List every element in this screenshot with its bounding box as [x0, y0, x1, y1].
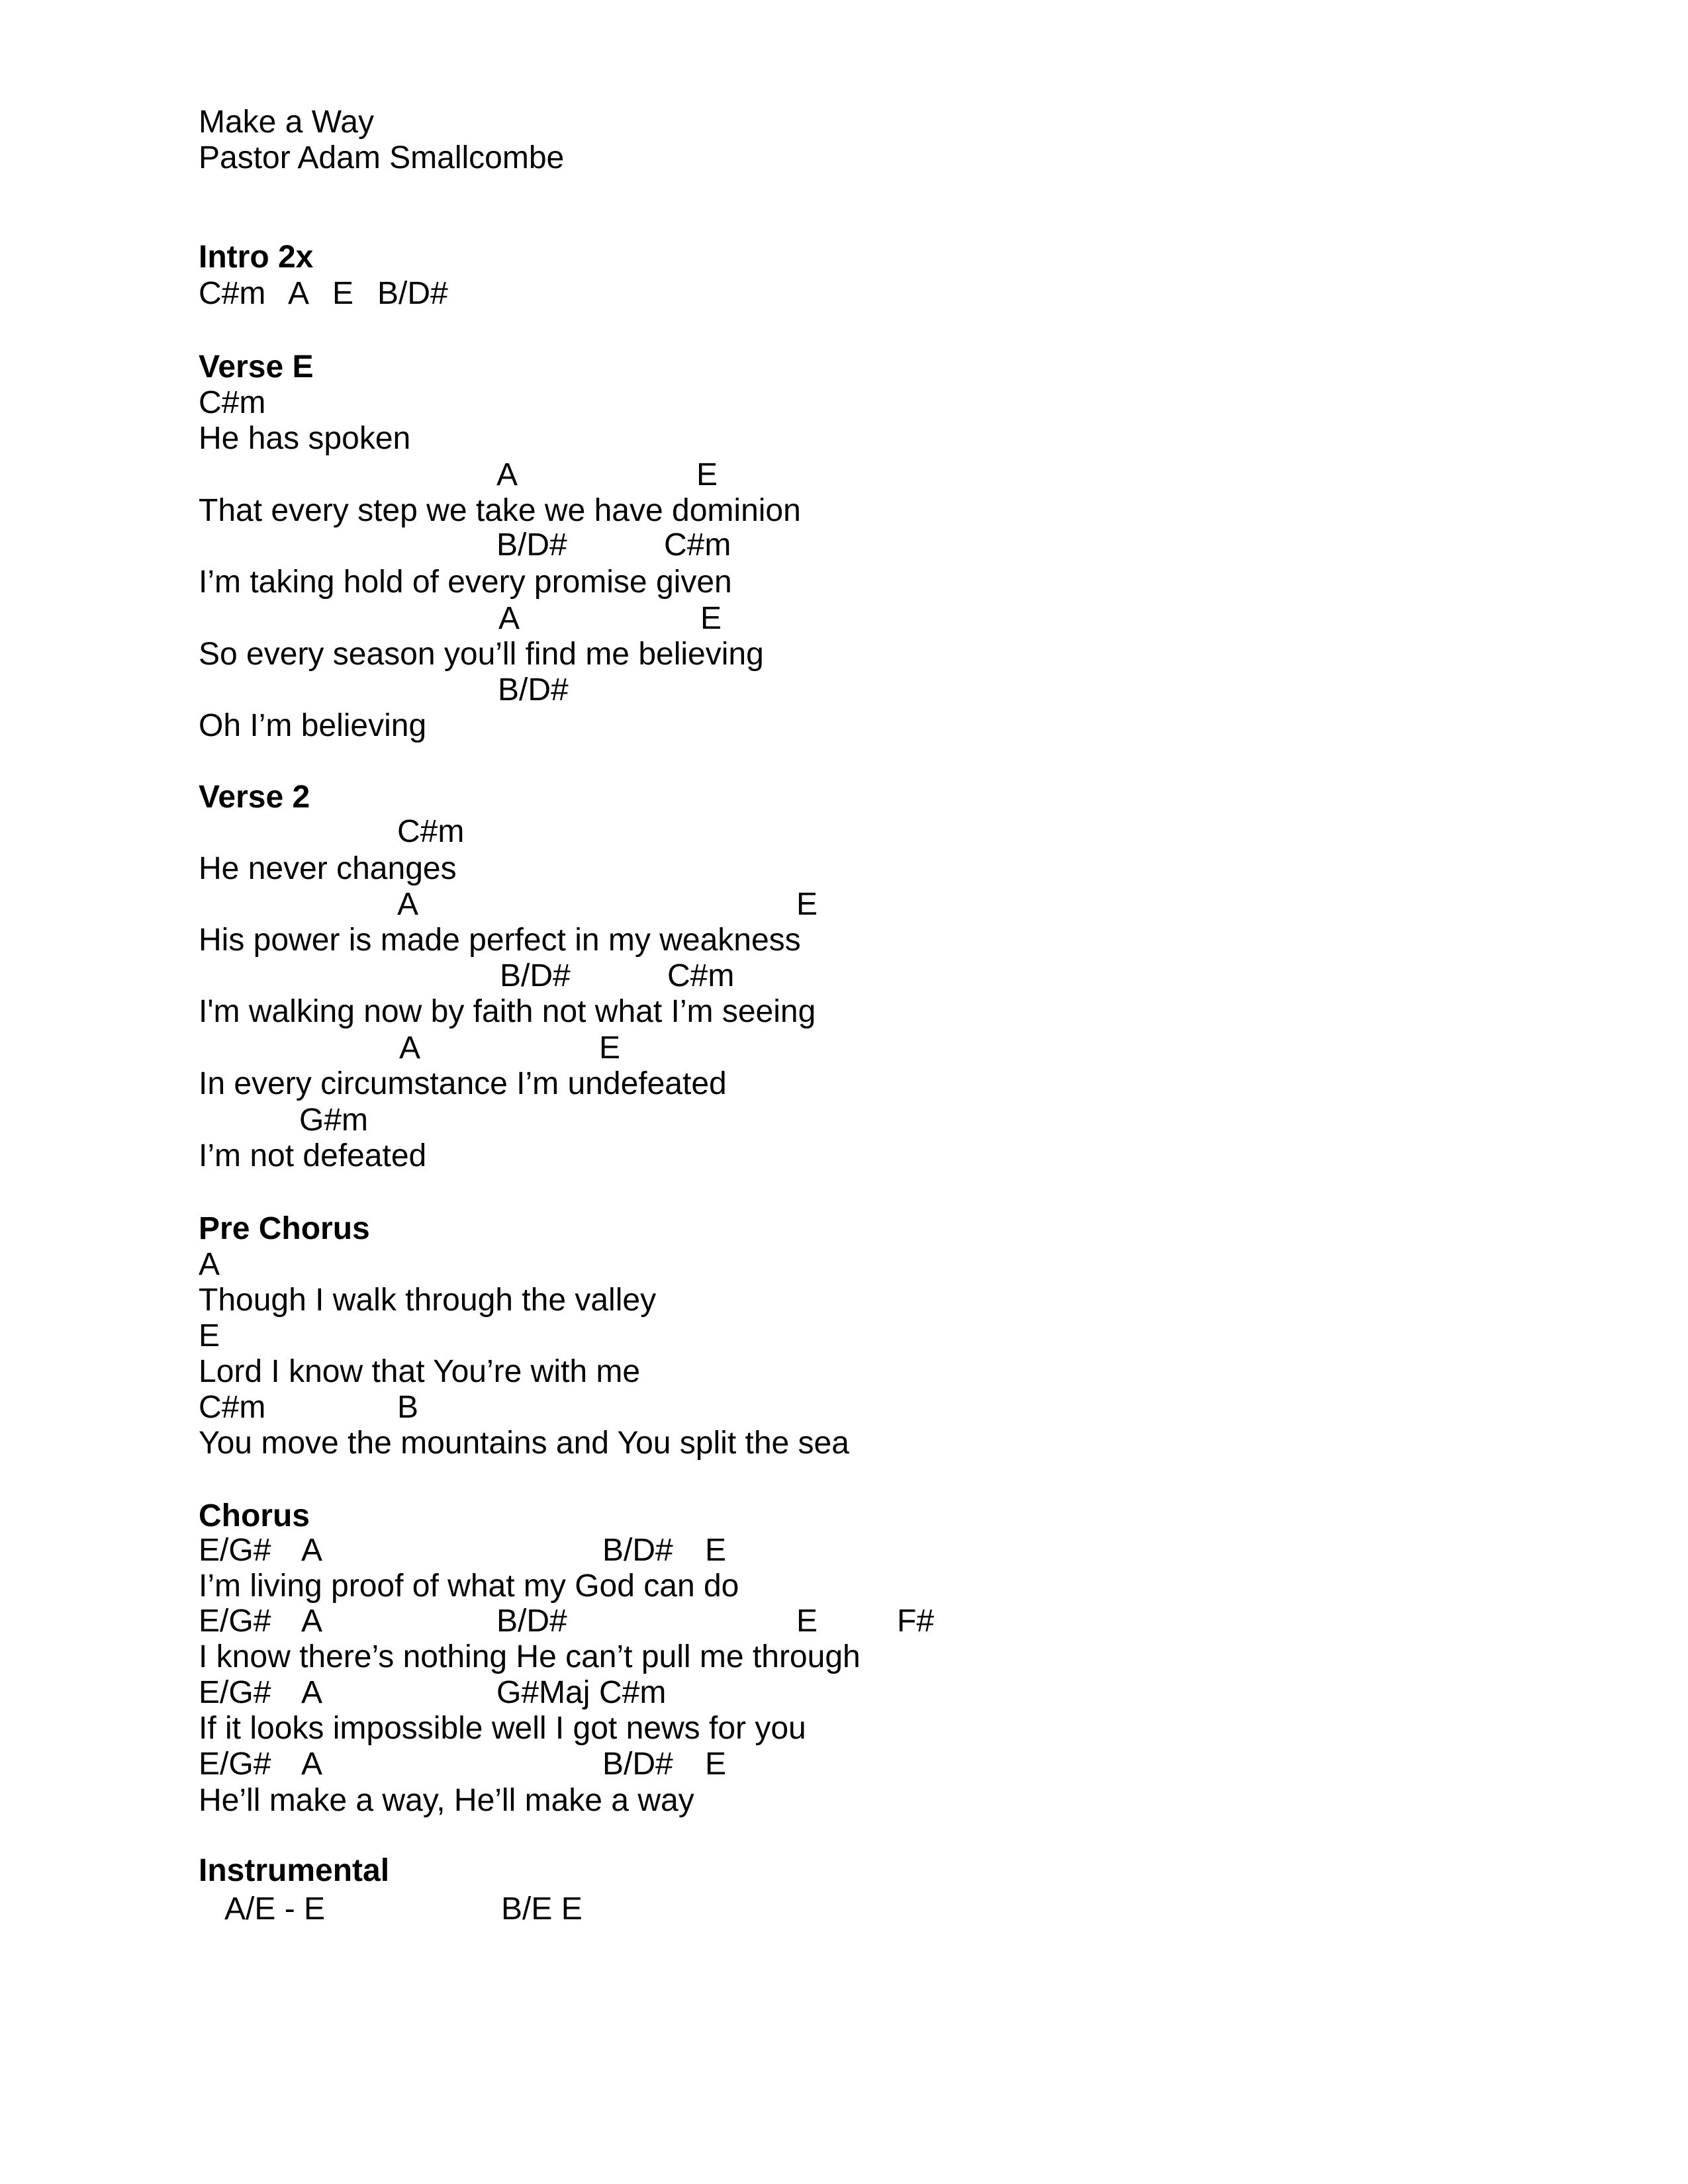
chord: B/E E: [501, 1891, 583, 1927]
lyric-line: [0, 994, 1688, 1030]
chord: A/E - E: [224, 1891, 326, 1927]
chord: A: [301, 1747, 323, 1782]
chord: C#m: [667, 958, 735, 993]
chord: E/G#: [199, 1533, 271, 1568]
section-heading: [0, 1211, 1688, 1247]
lyric-line: [0, 1283, 1688, 1318]
chord: A: [399, 1030, 421, 1066]
lyric-line: [0, 1783, 1688, 1819]
text-run: He never changes: [199, 851, 457, 886]
chord-line: [0, 1103, 1688, 1138]
chord: B/D#: [496, 527, 567, 563]
text-run: That every step we take we have dominion: [199, 493, 801, 528]
chord: E: [796, 1604, 818, 1639]
text-run: Though I walk through the valley: [199, 1283, 657, 1318]
lyric-line: [0, 637, 1688, 672]
lyric-line: [0, 708, 1688, 744]
chord: C#m: [199, 1390, 266, 1425]
text-run: I’m living proof of what my God can do: [199, 1569, 739, 1604]
chord: C#m: [599, 1675, 667, 1710]
text-run: Verse 2: [199, 780, 310, 815]
section-heading: [0, 1853, 1688, 1889]
text-run: I’m taking hold of every promise given: [199, 565, 732, 600]
chord: F#: [897, 1604, 935, 1639]
text-run: You move the mountains and You split the sea: [199, 1426, 849, 1461]
chord: C#m: [199, 276, 266, 311]
chord: E: [332, 276, 354, 311]
song-author: Pastor Adam Smallcombe: [199, 140, 565, 175]
text-run: Lord I know that You’re with me: [199, 1354, 641, 1389]
chord: B/D#: [496, 1604, 567, 1639]
chord: B: [397, 1390, 419, 1425]
lyric-line: [0, 1639, 1688, 1675]
text-run: I’m not defeated: [199, 1138, 427, 1173]
chord: A: [301, 1675, 323, 1710]
text-run: Oh I’m believing: [199, 708, 427, 743]
lyric-line: [0, 565, 1688, 600]
lyric-line: [0, 1569, 1688, 1604]
chord-line: [0, 887, 1688, 923]
chord-line: [0, 1675, 1688, 1711]
chord: B/D#: [602, 1747, 673, 1782]
chord-line: [0, 1747, 1688, 1782]
chord-line: [0, 385, 1688, 421]
chord-line: [0, 1533, 1688, 1569]
chord: E: [796, 887, 818, 922]
chord: A: [496, 457, 518, 492]
chord: A: [199, 1247, 220, 1282]
chord: G#m: [299, 1103, 369, 1138]
chord: B/D#: [377, 276, 448, 311]
text-run: I know there’s nothing He can’t pull me through: [199, 1639, 861, 1674]
lyric-line: [0, 1138, 1688, 1174]
chord: E: [599, 1030, 621, 1066]
chord-line: [0, 601, 1688, 637]
chord: E: [700, 601, 722, 636]
chord: B/D#: [500, 958, 571, 993]
text-run: Pre Chorus: [199, 1211, 370, 1246]
chord-line: [0, 1891, 1688, 1927]
chord: G#Maj: [496, 1675, 590, 1710]
chord-line: [0, 457, 1688, 493]
lyric-line: [0, 1066, 1688, 1102]
text-run: Chorus: [199, 1498, 310, 1533]
chord: A: [498, 601, 520, 636]
lyric-line: [0, 421, 1688, 457]
chord: E: [705, 1747, 727, 1782]
chord: E: [696, 457, 718, 492]
text-run: He’ll make a way, He’ll make a way: [199, 1783, 694, 1818]
lyric-line: [0, 851, 1688, 887]
text-run: So every season you’ll find me believing: [199, 637, 764, 672]
chord-line: [0, 1030, 1688, 1066]
section-heading: [0, 1498, 1688, 1534]
chord: E/G#: [199, 1604, 271, 1639]
chord-line: [0, 1247, 1688, 1283]
text-run: Instrumental: [199, 1853, 390, 1888]
text-run: If it looks impossible well I got news for you: [199, 1711, 806, 1746]
text-run: Intro 2x: [199, 240, 314, 275]
section-heading: [0, 240, 1688, 275]
chord: E: [199, 1318, 220, 1353]
chord: C#m: [199, 385, 266, 420]
lyric-line: [0, 1354, 1688, 1390]
chord: A: [301, 1533, 323, 1568]
chord: E: [705, 1533, 727, 1568]
chord: B/D#: [602, 1533, 673, 1568]
chord-line: [0, 814, 1688, 850]
chord: C#m: [397, 814, 465, 849]
chord: A: [301, 1604, 323, 1639]
text-run: He has spoken: [199, 421, 411, 456]
lyric-line: [0, 1426, 1688, 1461]
chord-line: [0, 958, 1688, 994]
chord: B/D#: [498, 672, 569, 707]
chord-line: [0, 672, 1688, 708]
lyric-line: [0, 1711, 1688, 1747]
text-run: In every circumstance I’m undefeated: [199, 1066, 727, 1101]
section-heading: [0, 349, 1688, 385]
chord: C#m: [664, 527, 731, 563]
chord-line: [0, 276, 1688, 312]
chord-line: [0, 527, 1688, 563]
text-run: His power is made perfect in my weakness: [199, 923, 801, 958]
text-run: I'm walking now by faith not what I’m seeing: [199, 994, 816, 1029]
section-heading: [0, 780, 1688, 815]
chord: E/G#: [199, 1675, 271, 1710]
chord-line: [0, 1604, 1688, 1639]
chord-line: [0, 1390, 1688, 1426]
song-title: Make a Way: [199, 105, 374, 140]
chord: A: [397, 887, 419, 922]
chord: A: [288, 276, 310, 311]
chord-line: [0, 1318, 1688, 1354]
chord: E/G#: [199, 1747, 271, 1782]
lyric-line: [0, 923, 1688, 958]
lyric-line: [0, 493, 1688, 529]
text-run: Verse E: [199, 349, 314, 385]
